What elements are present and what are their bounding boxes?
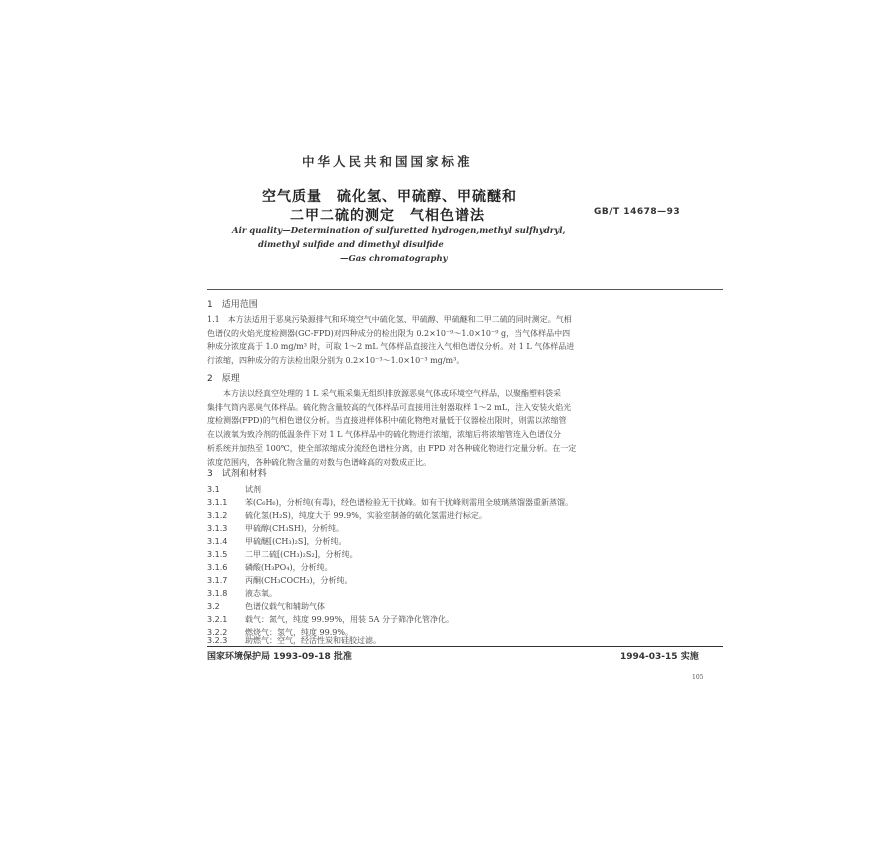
text-line: 集排气筒内恶臭气体样品。硫化物含量较高的气体样品可直接用注射器取样 1～2 mL，注入安装火焰光: [207, 402, 572, 412]
text-line: 本方法以经真空处理的 1 L 采气瓶采集无组织排放源恶臭气体或环境空气样品，以聚酯塑料袋采: [207, 389, 562, 398]
text-line: 种成分浓度高于 1.0 mg/m³ 时，可取 1～2 mL 气体样品直接注入气相色谱仪分析。对 1 L 气体样品进: [207, 342, 575, 352]
implementation-date: 1994-03-15 实施: [620, 652, 699, 662]
list-item: [207, 635, 381, 646]
list-item: 3.1.8 液态氧。: [207, 589, 277, 598]
text-line: 色谱仪的火焰光度检测器(GC-FPD)对四种成分的检出限为 0.2×10⁻⁹～1.0×10⁻⁹ g，当气体样品中四: [207, 328, 571, 338]
list-item-number: 3.2.3: [207, 636, 228, 645]
footer-rule: [207, 646, 723, 647]
title-en-line3: —Gas chromatography: [340, 254, 448, 264]
list-item: 3.2 色谱仪载气和辅助气体: [207, 602, 325, 611]
list-item: 3.1.2 硫化氢(H₂S)，纯度大于 99.9%，实验室制备的硫化氢需进行标定。: [207, 511, 487, 520]
list-item: 3.1.5 二甲二硫[(CH₃)₂S₂]，分析纯。: [207, 550, 358, 559]
national-standard-heading: 中华人民共和国国家标准: [302, 154, 473, 169]
text-line: 1.1 本方法适用于恶臭污染源排气和环境空气中硫化氢、甲硫醇、甲硫醚和二甲二硫的同时测定。气相: [207, 315, 572, 324]
list-item: 3.2.1 载气：氮气，纯度 99.99%，用装 5A 分子筛净化管净化。: [207, 615, 454, 624]
section-1-heading: 1 适用范围: [207, 300, 258, 310]
standard-number: GB/T 14678—93: [594, 207, 681, 217]
title-en-line2: dimethyl sulfide and dimethyl disulfide: [258, 240, 444, 250]
section-2-heading: 2 原理: [207, 374, 240, 384]
text-line: 在以液氧为致冷剂的低温条件下对 1 L 气体样品中的硫化物进行浓缩，浓缩后将浓缩管连入色谱仪分: [207, 430, 562, 440]
section-3-heading: 3 试剂和材料: [207, 469, 267, 479]
text-line: 析系统并加热至 100℃，使全部浓缩成分流经色谱柱分离，由 FPD 对各种硫化物进行定量分析。在一定: [207, 443, 577, 453]
text-line: 浓度范围内，各种硫化物含量的对数与色谱峰高的对数成正比。: [207, 457, 431, 467]
title-cn-line1: 空气质量 硫化氢、甲硫醇、甲硫醚和: [262, 189, 517, 205]
header-rule: [207, 289, 723, 290]
title-en-line1: Air quality—Determination of sulfuretted hydrogen,methyl sulfhydryl,: [232, 226, 566, 236]
section-1-paragraph: [207, 313, 723, 368]
page-number: 105: [692, 674, 704, 681]
list-item: 3.2.2 燃烧气：氢气，纯度 99.9%。: [207, 628, 353, 637]
list-item: 3.1.6 磷酸(H₃PO₄)，分析纯。: [207, 563, 333, 572]
list-item-text: 助燃气：空气，经活性炭和硅胶过滤。: [245, 636, 381, 645]
text-line: 行浓缩，四种成分的方法检出限分别为 0.2×10⁻³～1.0×10⁻³ mg/m³。: [207, 356, 465, 366]
list-item: 3.1.7 丙酮(CH₃COCH₃)，分析纯。: [207, 576, 353, 585]
text-line: 度检测器(FPD)的气相色谱仪分析。当直接进样体积中硫化物绝对量低于仪器检出限时，则需以浓缩管: [207, 416, 567, 426]
list-item: 3.1 试剂: [207, 485, 261, 494]
list-item: 3.1.3 甲硫醇(CH₃SH)，分析纯。: [207, 524, 345, 533]
approval-date: 国家环境保护局 1993-09-18 批准: [207, 652, 352, 662]
list-item: 3.1.1 苯(C₆H₆)，分析纯(有毒)，经色谱检验无干扰峰。如有干扰峰则需用全玻璃蒸馏器重新蒸馏。: [207, 498, 573, 507]
title-cn-line2: 二甲二硫的测定 气相色谱法: [290, 208, 485, 224]
section-2-paragraph: [207, 387, 723, 469]
list-item: 3.1.4 甲硫醚[(CH₃)₂S]，分析纯。: [207, 537, 347, 546]
